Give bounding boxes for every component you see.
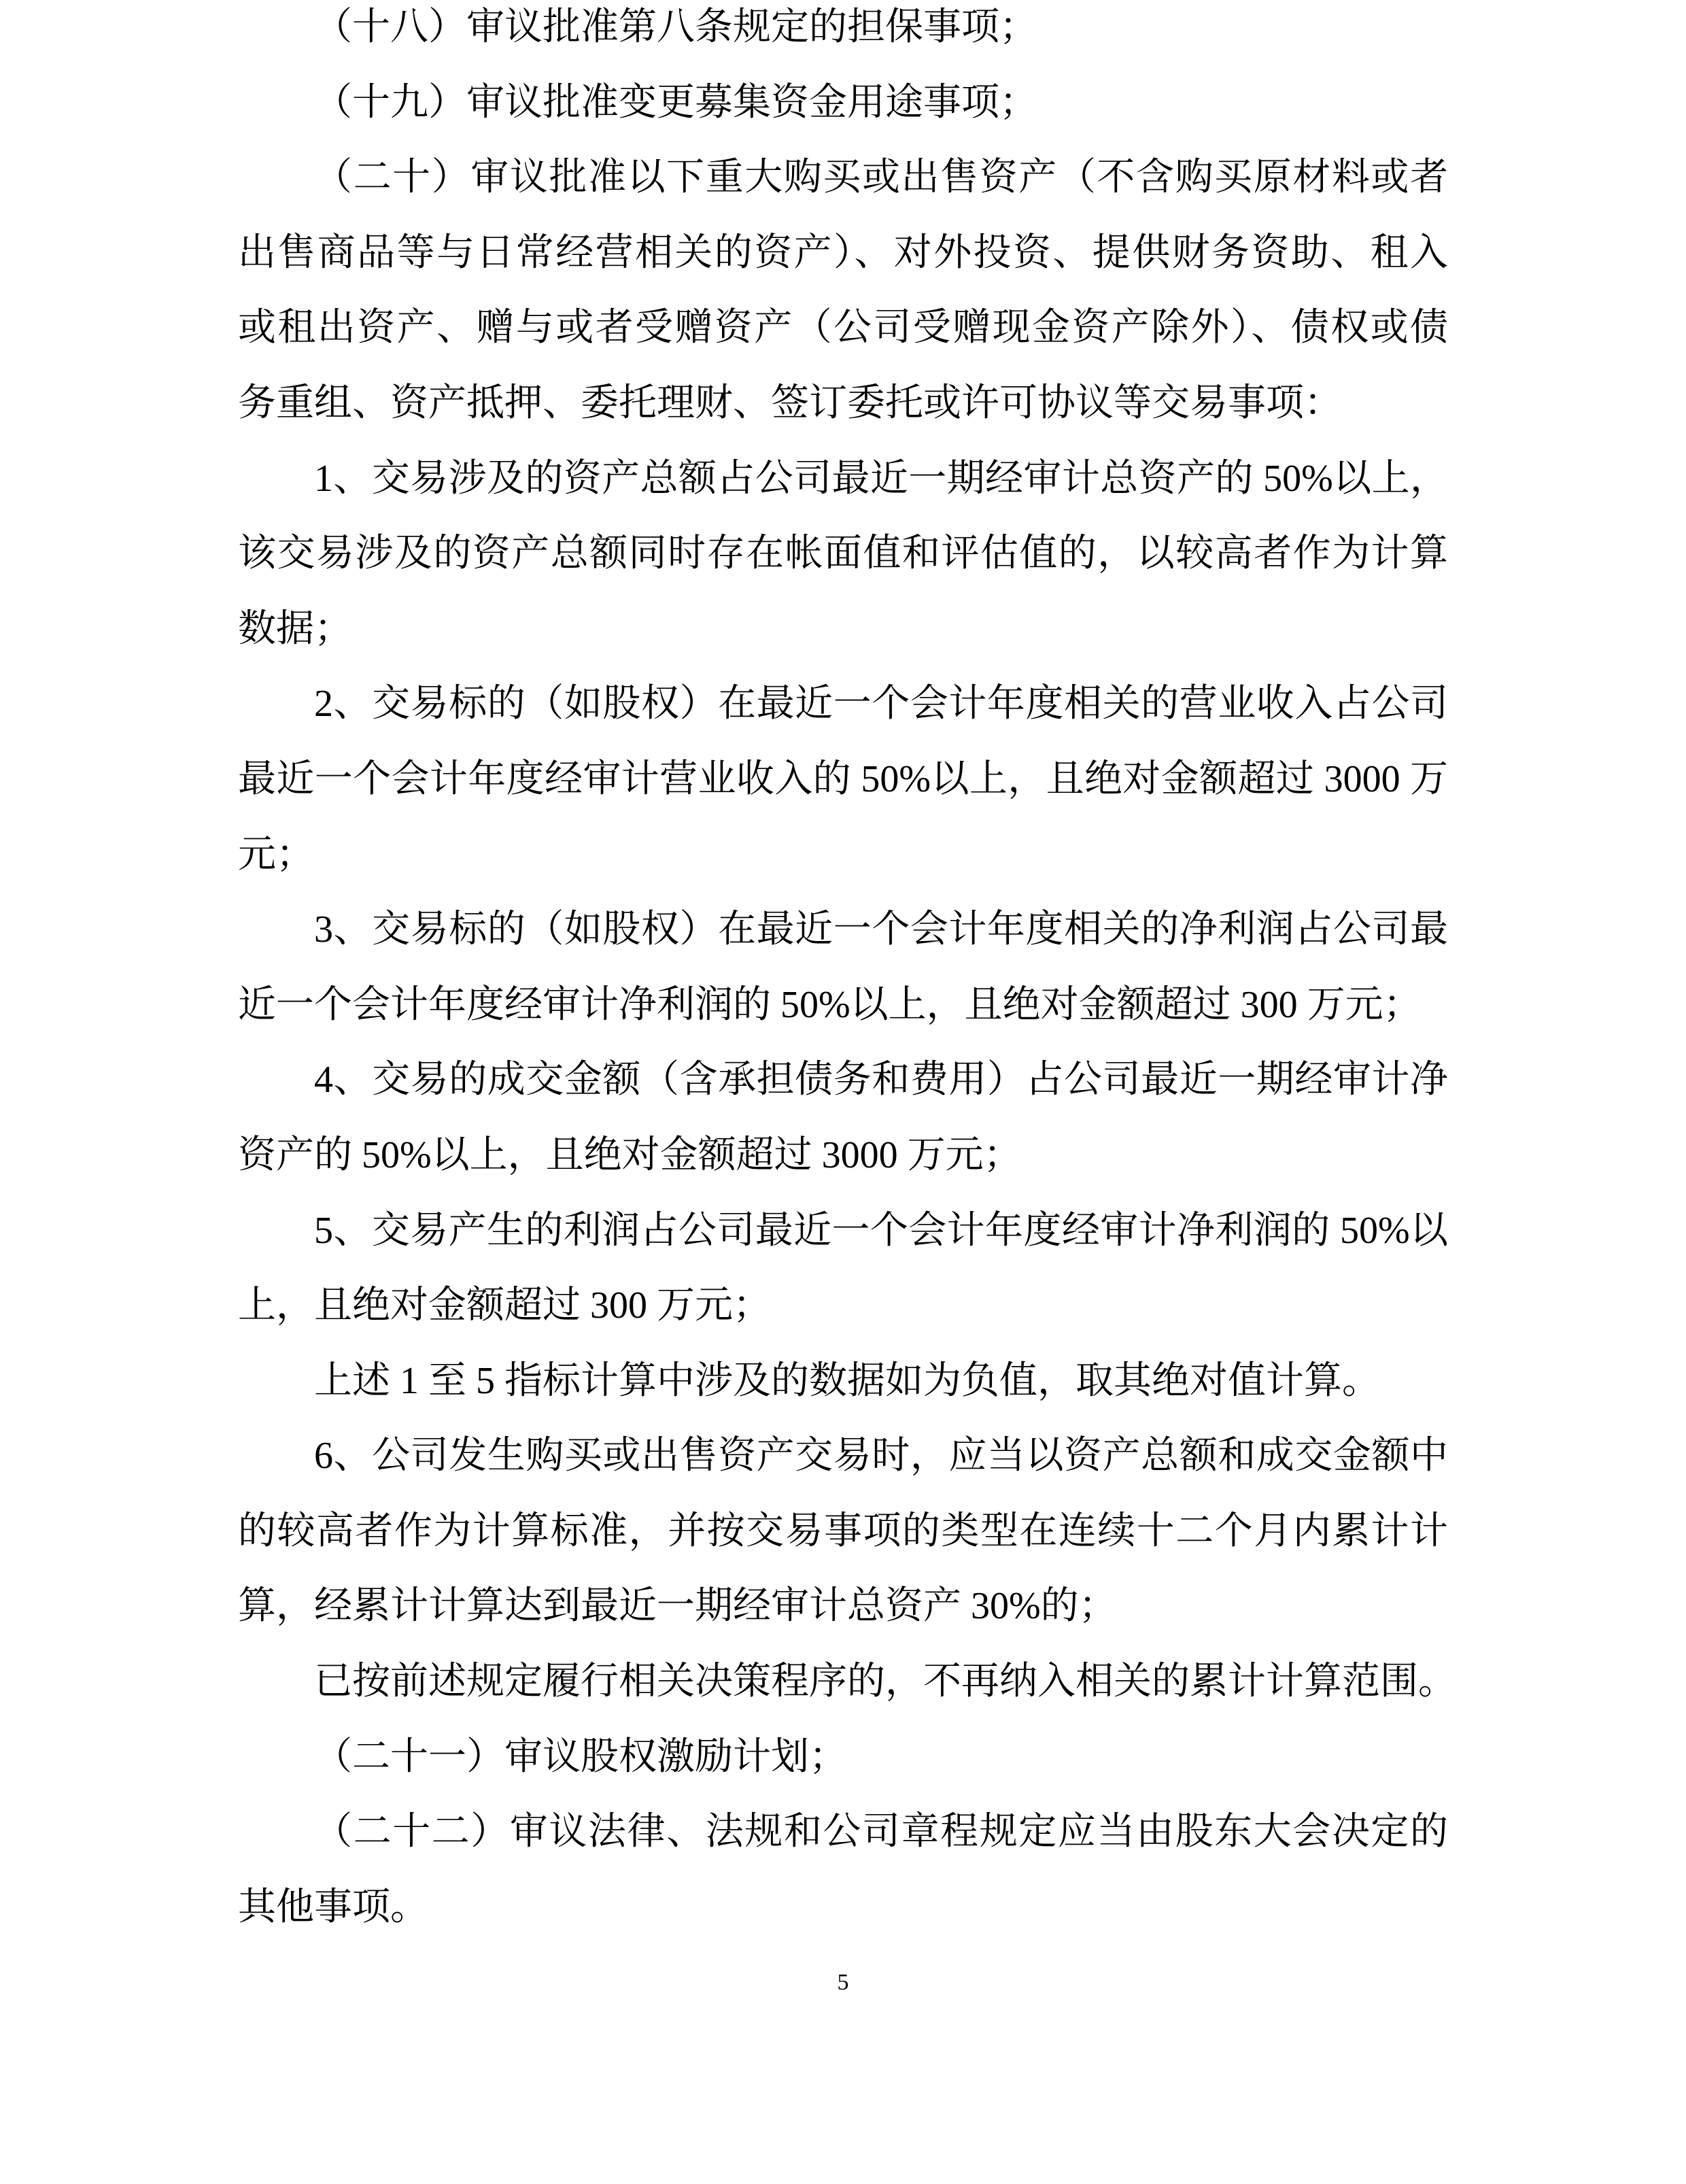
text-line: 数据； xyxy=(238,607,352,650)
text-line: （二十）审议批准以下重大购买或出售资产（不含购买原材料或者 xyxy=(314,156,1448,199)
text-line: 或租出资产、赠与或者受赠资产（公司受赠现金资产除外）、债权或债 xyxy=(238,307,1448,349)
page-number: 5 xyxy=(837,1970,849,1995)
text-line: 4、交易的成交金额（含承担债务和费用）占公司最近一期经审计净 xyxy=(314,1059,1448,1102)
text-line: （二十二）审议法律、法规和公司章程规定应当由股东大会决定的 xyxy=(314,1811,1448,1854)
text-line: 6、公司发生购买或出售资产交易时，应当以资产总额和成交金额中 xyxy=(314,1435,1448,1478)
text-line: 其他事项。 xyxy=(238,1886,428,1928)
item-4 xyxy=(238,1053,1448,1182)
text-line: 5、交易产生的利润占公司最近一个会计年度经审计净利润的 50%以 xyxy=(314,1209,1448,1252)
item-6 xyxy=(238,1429,1448,1633)
item-5 xyxy=(238,1204,1448,1333)
text-line: 资产的 50%以上，且绝对金额超过 3000 万元； xyxy=(238,1133,1022,1176)
text-line: 2、交易标的（如股权）在最近一个会计年度相关的营业收入占公司 xyxy=(314,683,1448,726)
clause-nineteen xyxy=(238,75,1448,130)
text-line: 上述 1 至 5 指标计算中涉及的数据如为负值，取其绝对值计算。 xyxy=(314,1359,1380,1402)
clause-twenty-one xyxy=(238,1730,1448,1784)
item-2 xyxy=(238,677,1448,881)
item-3 xyxy=(238,902,1448,1032)
text-line: 出售商品等与日常经营相关的资产）、对外投资、提供财务资助、租入 xyxy=(238,231,1448,274)
text-line: 3、交易标的（如股权）在最近一个会计年度相关的净利润占公司最 xyxy=(314,908,1448,951)
text-line: 元； xyxy=(238,833,314,876)
text-line: 上，且绝对金额超过 300 万元； xyxy=(238,1284,771,1327)
text-line: 该交易涉及的资产总额同时存在帐面值和评估值的，以较高者作为计算 xyxy=(238,532,1448,575)
negative-value-note xyxy=(238,1354,1448,1408)
clause-twenty xyxy=(238,150,1448,430)
text-line: 近一个会计年度经审计净利润的 50%以上，且绝对金额超过 300 万元； xyxy=(238,983,1422,1026)
cumulative-exclusion-note xyxy=(238,1654,1456,1709)
text-line: （二十一）审议股权激励计划； xyxy=(314,1735,847,1778)
body-text xyxy=(238,0,1456,1955)
text-line: 1、交易涉及的资产总额占公司最近一期经审计总资产的 50%以上， xyxy=(314,457,1448,500)
text-line: 务重组、资产抵押、委托理财、签订委托或许可协议等交易事项： xyxy=(238,381,1342,424)
text-line: 最近一个会计年度经审计营业收入的 50%以上，且绝对金额超过 3000 万 xyxy=(238,757,1448,800)
text-line: 的较高者作为计算标准，并按交易事项的类型在连续十二个月内累计计 xyxy=(238,1509,1448,1552)
text-line: 算，经累计计算达到最近一期经审计总资产 30%的； xyxy=(238,1585,1117,1628)
clause-twenty-two xyxy=(238,1805,1448,1934)
item-1 xyxy=(238,451,1448,656)
text-line: （十八）审议批准第八条规定的担保事项； xyxy=(314,6,1037,48)
text-line: 已按前述规定履行相关决策程序的，不再纳入相关的累计计算范围。 xyxy=(314,1660,1456,1703)
text-line: （十九）审议批准变更募集资金用途事项； xyxy=(314,81,1037,124)
clause-eighteen xyxy=(238,0,1448,54)
